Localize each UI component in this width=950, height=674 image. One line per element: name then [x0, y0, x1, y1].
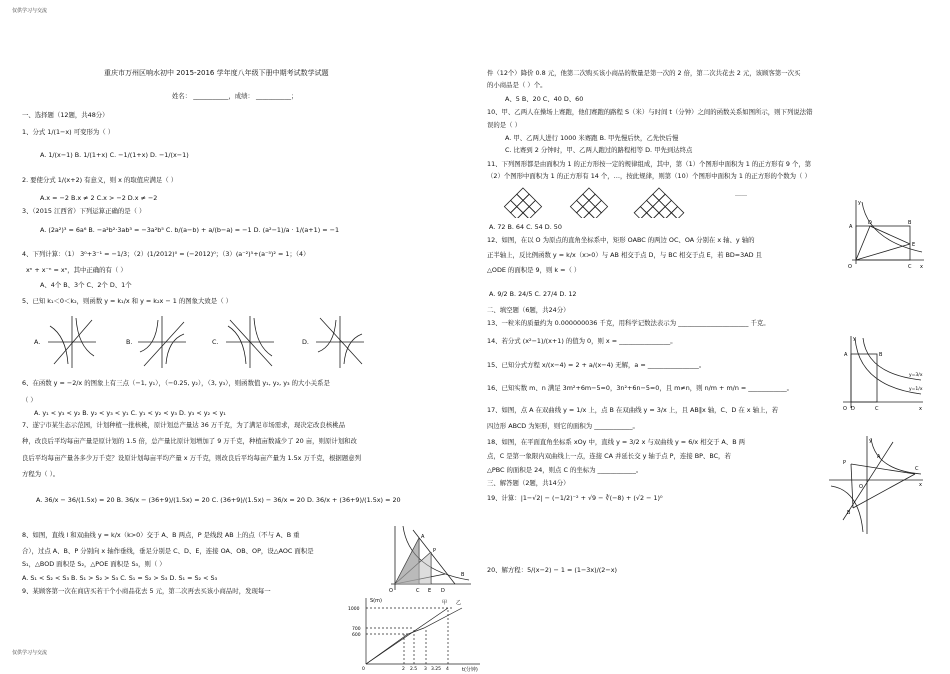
figure-q12-label: O [848, 264, 852, 270]
left-line: A. (2a²)³ = 6a⁶ B. −a²b²·3ab³ = −3a²b⁵ C. b/(a−b) + a/(b−a) = −1 D. (a²−1)/a · 1/(a+1) = −1 [40, 226, 340, 234]
q5-option-b-label: B. [126, 338, 133, 346]
figure-q8-label: B [461, 572, 465, 578]
figure-q8-label: A [421, 534, 425, 540]
left-line: A. 36/x − 36/(1.5x) = 20 B. 36/x − (36+9)/(1.5x) = 20 C. (36+9)/(1.5x) − 36/x = 20 D. 36/x + (36+9)/(1.5x) = 20 [36, 496, 401, 504]
footer-text: 仅供学习与交流 [12, 650, 48, 656]
right-line: △PBC 的面积是 24，则点 C 的坐标为 ____________。 [487, 466, 643, 474]
right-line: 14、若分式 (x²−1)/(x+1) 的值为 0，则 x = ________________。 [487, 337, 677, 345]
q5-option-a-label: A. [34, 338, 41, 346]
left-line: A. S₁ < S₂ < S₃ B. S₁ > S₂ > S₃ C. S₁ = S₂ > S₃ D. S₁ = S₂ < S₃ [22, 574, 218, 582]
pattern-figure-2 [570, 188, 607, 218]
figure-q12-label: E [912, 242, 916, 248]
q5-graph-a [48, 316, 96, 368]
unit-square [665, 200, 677, 212]
q5-graph-b [138, 316, 186, 368]
unit-square [647, 207, 659, 218]
left-line: A.x = −2 B.x ≠ 2 C.x > −2 D.x ≠ −2 [40, 194, 158, 202]
q5-graphs [34, 312, 474, 372]
figure-q18-label: y [869, 438, 872, 444]
unit-square [640, 213, 652, 218]
figure-q10-tick: 600 [352, 633, 361, 638]
right-line: 20、解方程：5/(x−2) − 1 = (1−3x)/(2−x) [487, 566, 617, 574]
figure-q8-label: P [433, 548, 437, 554]
right-line: 件（12个）降价 0.8 元，他第二次购买该小商品的数量是第一次的 2 倍，第二次共花去 2 元，该顾客第一次买 [487, 69, 801, 77]
figure-q12-label: D [868, 220, 872, 226]
right-line: A. 甲、乙两人进行 1000 米赛跑 B. 甲先慢后快，乙先快后慢 [505, 134, 679, 142]
figure-q10-tick: 0 [362, 667, 365, 672]
q5-option-c-label: C. [212, 338, 219, 346]
left-line: 3、（2015 江西省）下列运算正确的是（ ） [22, 207, 146, 215]
right-line: 13、一粒米的质量约为 0.000000036 千克，用科学记数法表示为 ______________________ 千克。 [487, 319, 770, 327]
figure-q10-axis-label: S(m) [370, 598, 382, 604]
figure-q10-series-label: 乙 [456, 600, 462, 606]
pattern-ellipsis: …… [735, 191, 747, 198]
right-line: A. 72 B. 64 C. 54 D. 50 [489, 223, 562, 231]
figure-q18-label: C [915, 466, 919, 472]
unit-square [659, 194, 671, 206]
figure-q17-label: y=3/x [909, 373, 923, 378]
unit-square [517, 213, 529, 218]
unit-square [647, 194, 659, 206]
figure-q17-label: D [851, 406, 855, 412]
unit-square [653, 188, 665, 200]
unit-square [589, 207, 601, 218]
pattern-figure-3 [634, 188, 684, 218]
unit-square [583, 213, 595, 218]
figure-q17-svg [837, 334, 927, 414]
left-line: A. y₁ < y₃ < y₂ B. y₂ < y₃ < y₁ C. y₁ < y₂ < y₃ D. y₃ < y₂ < y₁ [34, 409, 226, 417]
right-line: 19、计算：|1−√2| − (−1/2)⁻² + √9 − ∛(−8) + (√2 − 1)⁰ [487, 494, 663, 502]
left-line: 4、下列计算：（1） 3⁰+3⁻¹ = −1/3；（2）(1/2012)⁰ = (−2012)⁰；（3）(a⁻²)⁵+(a⁻⁵)² = 1；（4） [22, 250, 310, 258]
figure-q17-label: B [879, 352, 883, 358]
figure-q17-label: A [844, 352, 848, 358]
figure-q18-label: x [919, 482, 922, 488]
right-line: 17、如图，点 A 在双曲线 y = 1/x 上，点 B 在双曲线 y = 3/x 上，且 AB∥x 轴，C、D 在 x 轴上，若 [487, 406, 779, 414]
unit-square [583, 188, 595, 200]
right-line: （2）个图形中面积为 1 的正方形有 14 个，…，按此规律，则第（10）个图形中面积为 1 的正方形的个数为（ ） [487, 172, 811, 180]
unit-square [659, 207, 671, 218]
q5-options [34, 312, 474, 372]
right-line: A、5 B、20 C、40 D、60 [505, 95, 584, 103]
left-line: A、4个 B、3个 C、2个 D、1个 [40, 281, 132, 289]
figure-q10-tick: 2 [402, 667, 405, 672]
left-line: xⁿ + x⁻ⁿ = xⁿ，其中正确的有（ ） [26, 266, 127, 274]
figure-q17-label: y=1/x [909, 387, 923, 392]
figure-q18 [827, 434, 927, 538]
figure-q8-svg [385, 522, 475, 594]
figure-q10-svg [344, 594, 484, 672]
left-line: 合），过点 A、B、P 分别向 x 轴作垂线，垂足分别是 C、D、E，连接 OA、OB、OP，设△AOC 面积是 [22, 547, 314, 555]
unit-square [589, 194, 601, 206]
left-column [22, 0, 482, 672]
unit-square [665, 213, 677, 218]
figure-q10-tick: 3.25 [431, 667, 442, 672]
figure-q10-axis-label: t(分钟) [462, 667, 478, 672]
figure-q12 [842, 196, 927, 272]
q5-graph-d [316, 316, 364, 368]
left-line: （ ） [22, 396, 37, 404]
figure-q12-label: x [920, 264, 923, 270]
right-line: △ODE 的面积是 9，则 k =（ ） [487, 266, 581, 274]
right-line: 二、填空题（6题，共24分） [487, 306, 570, 314]
figure-q12-label: y [858, 200, 861, 206]
right-line: 点，C 是第一象限内双曲线上一点，连接 CA 并延长交 y 轴于点 P，连接 BP、BC，若 [487, 452, 731, 460]
unit-square [653, 213, 665, 218]
figure-q8-label: E [428, 588, 432, 594]
unit-square [577, 194, 589, 206]
right-line: 误的是（ ） [487, 121, 521, 129]
figure-q10 [344, 594, 484, 672]
right-line: A. 9/2 B. 24/5 C. 27/4 D. 12 [489, 290, 577, 298]
unit-square [577, 207, 589, 218]
right-line: 三、解答题（2题，共14分） [487, 479, 570, 487]
unit-square [523, 207, 535, 218]
unit-square [511, 194, 523, 206]
q5-graph-c [226, 316, 274, 368]
pattern-figure-1 [504, 188, 541, 218]
left-line: 6、在函数 y = −2/x 的图象上有三点（−1, y₁），（−0.25, y₂），（3, y₃），则函数值 y₁, y₂, y₃ 的大小关系是 [22, 379, 330, 387]
left-line: 一、选择题（12题，共48分） [22, 111, 109, 119]
figure-q17-label: y [853, 336, 856, 342]
unit-square [517, 188, 529, 200]
left-line: 种，改良后平均每亩产量是原计划的 1.5 倍，总产量比原计划增加了 9 万千克，种植亩数减少了 20 亩，则原计划和改 [22, 437, 357, 445]
right-line: 12、如图，在以 O 为原点的直角坐标系中，矩形 OABC 的两边 OC、OA 分别在 x 轴、y 轴的 [487, 236, 755, 244]
q5-option-d-label: D. [302, 338, 309, 346]
figure-q10-tick: 3 [424, 667, 427, 672]
figure-q18-svg [827, 434, 927, 538]
left-line: 良后平均每亩产量各多少万千克？设原计划每亩平均产量 x 万千克，则改良后平均每亩产量为 1.5x 万千克，根据题意列 [22, 454, 361, 462]
left-line: 1、分式 1/(1−x) 可变形为（ ） [22, 128, 115, 136]
unit-square [583, 200, 595, 212]
left-line: 5、已知 k₁＜0＜k₂，则函数 y = k₁/x 和 y = k₂x − 1 的图象大致是（ ） [22, 297, 233, 305]
unit-square [653, 200, 665, 212]
figure-q18-label: B [847, 510, 851, 516]
figure-q17-label: O [843, 406, 847, 412]
unit-square [511, 207, 523, 218]
unit-square [504, 200, 516, 212]
left-line: 2. 要使分式 1/(x+2) 有意义，则 x 的取值应满足（ ） [22, 176, 178, 184]
unit-square [640, 200, 652, 212]
right-line: 10、甲、乙两人在操场上赛跑，他们赛跑的路程 S（米）与时间 t（分钟）之间的函数关系如图所示，则下列说法错 [487, 108, 813, 116]
unit-square [523, 194, 535, 206]
figure-q12-svg [842, 196, 927, 272]
figure-q8-label: D [441, 588, 445, 594]
figure-q17-label: x [919, 406, 922, 412]
figure-q12-label: B [908, 220, 912, 226]
right-line: C. 比赛到 2 分钟时，甲、乙两人跑过的路程相等 D. 甲先到达终点 [505, 146, 693, 154]
figure-q17-label: C [875, 406, 879, 412]
figure-q11-svg [489, 186, 789, 218]
figure-q10-tick: 1000 [348, 607, 360, 612]
figure-q17 [837, 334, 927, 414]
figure-q10-series-label: 甲 [442, 600, 448, 606]
figure-q10-tick: 2.5 [410, 667, 418, 672]
unit-square [634, 207, 646, 218]
figure-q10-tick: 700 [352, 627, 361, 632]
left-line: 9、某顾客第一次在商店买若干个小商品花去 5 元，第二次再去买该小商品时，发现每一 [22, 587, 271, 595]
header-text: 仅供学习与交流 [12, 8, 48, 14]
left-line: 7、遂宁市某生态示范园，计划种植一批核桃，原计划总产量达 36 万千克，为了满足市场需求，现决定改良核桃品 [22, 421, 346, 429]
left-line: 方程为（ ）。 [22, 470, 60, 478]
left-line: 8、如图，直线 l 和双曲线 y = k/x（k>0）交于 A、B 两点，P 是线段 AB 上的点（不与 A、B 重 [22, 531, 300, 539]
right-line: 18、如图，在平面直角坐标系 xOy 中，直线 y = 3/2 x 与双曲线 y = 6/x 相交于 A、B 两 [487, 438, 745, 446]
figure-q18-label: A [877, 454, 881, 460]
unit-square [517, 200, 529, 212]
right-line: 正半轴上，反比例函数 y = k/x（x>0）与 AB 相交于点 D，与 BC 相交于点 E，若 BD=3AD 且 [487, 251, 762, 259]
figure-q18-label: O [859, 484, 863, 490]
page-title: 重庆市万州区响水初中 2015-2016 学年度八年级下册中期考试数学试题 [104, 69, 329, 77]
figure-q18-label: P [843, 460, 847, 466]
name-line: 姓名： ___________，成绩： ___________； [172, 92, 298, 100]
figure-q8 [385, 522, 475, 594]
right-line: 11、下列图形都是由面积为 1 的正方形按一定的规律组成，其中，第（1）个图形中面积为 1 的正方形有 9 个，第 [487, 160, 812, 168]
figure-q11 [489, 186, 789, 218]
figure-q8-label: O [389, 588, 393, 594]
figure-q12-label: C [908, 264, 912, 270]
unit-square [671, 207, 683, 218]
left-line: S₁，△BOD 面积是 S₂，△POE 面积是 S₃，则（ ） [22, 560, 166, 568]
figure-q12-label: A [849, 224, 853, 230]
unit-square [529, 200, 541, 212]
figure-q10-tick: 4 [446, 667, 449, 672]
right-line: 16、已知实数 m、n 满足 3m²+6m−5=0，3n²+6n−5=0，且 m≠n，则 n/m + m/n = ____________。 [487, 384, 794, 392]
unit-square [570, 200, 582, 212]
unit-square [595, 200, 607, 212]
right-line: 的小商品是（ ）个。 [487, 81, 547, 89]
right-line: 四边形 ABCD 为矩形，则它的面积为 ____________。 [487, 422, 639, 430]
right-column [487, 0, 947, 672]
right-line: 15、已知分式方程 x/(x−4) = 2 + a/(x−4) 无解，a = ________________。 [487, 361, 706, 369]
figure-q8-label: C [416, 588, 420, 594]
left-line: A. 1/(x−1) B. 1/(1+x) C. −1/(1+x) D. −1/(x−1) [40, 151, 189, 159]
